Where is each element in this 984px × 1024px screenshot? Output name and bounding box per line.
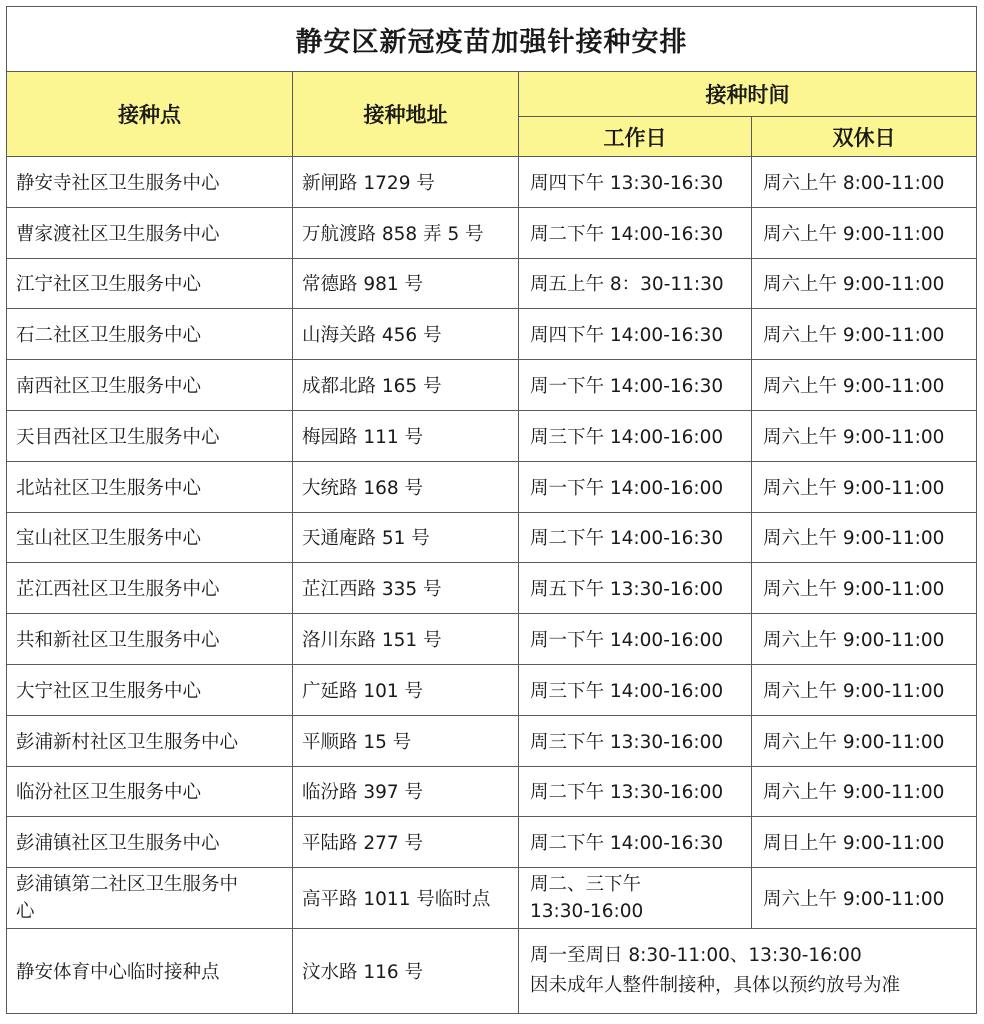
site-cell: 芷江西社区卫生服务中心 xyxy=(7,563,293,614)
header-time: 接种时间 xyxy=(519,72,977,117)
site-cell: 天目西社区卫生服务中心 xyxy=(7,410,293,461)
address-cell: 广延路 101 号 xyxy=(293,664,519,715)
weekday-time-cell xyxy=(519,868,752,929)
weekend-time-cell: 周六上午 9:00-11:00 xyxy=(752,461,977,512)
weekend-time-cell: 周六上午 9:00-11:00 xyxy=(752,664,977,715)
address-cell: 天通庵路 51 号 xyxy=(293,512,519,563)
site-cell: 石二社区卫生服务中心 xyxy=(7,309,293,360)
weekday-time-cell: 周二下午 13:30-16:00 xyxy=(519,766,752,817)
weekday-time-cell: 周三下午 14:00-16:00 xyxy=(519,664,752,715)
table-row xyxy=(7,360,977,411)
address-cell: 常德路 981 号 xyxy=(293,258,519,309)
address-cell: 大统路 168 号 xyxy=(293,461,519,512)
table-row xyxy=(7,207,977,258)
table-row xyxy=(7,664,977,715)
table-row xyxy=(7,929,977,1014)
weekend-time-cell: 周六上午 9:00-11:00 xyxy=(752,360,977,411)
weekday-time-cell: 周一下午 14:00-16:00 xyxy=(519,461,752,512)
weekend-time-cell: 周六上午 9:00-11:00 xyxy=(752,563,977,614)
weekend-time-cell: 周六上午 9:00-11:00 xyxy=(752,766,977,817)
table-row xyxy=(7,715,977,766)
combined-time-cell xyxy=(519,929,977,1014)
header-weekday: 工作日 xyxy=(519,117,752,157)
address-cell: 成都北路 165 号 xyxy=(293,360,519,411)
site-cell: 北站社区卫生服务中心 xyxy=(7,461,293,512)
table-row xyxy=(7,766,977,817)
address-cell: 芷江西路 335 号 xyxy=(293,563,519,614)
weekday-line: 周二、三下午 xyxy=(530,874,642,896)
weekend-time-cell: 周六上午 9:00-11:00 xyxy=(752,512,977,563)
address-cell: 平顺路 15 号 xyxy=(293,715,519,766)
weekday-time-cell: 周二下午 14:00-16:30 xyxy=(519,817,752,868)
weekend-time-cell: 周六上午 9:00-11:00 xyxy=(752,258,977,309)
weekend-time-cell: 周六上午 9:00-11:00 xyxy=(752,715,977,766)
time-line: 周一至周日 8:30-11:00、13:30-16:00 xyxy=(530,945,862,967)
table-row xyxy=(7,614,977,665)
site-cell: 共和新社区卫生服务中心 xyxy=(7,614,293,665)
table-row xyxy=(7,512,977,563)
time-note: 因未成年人整件制接种，具体以预约放号为准 xyxy=(530,975,901,997)
weekday-time-cell: 周二下午 14:00-16:30 xyxy=(519,207,752,258)
vaccination-schedule-sheet xyxy=(6,6,976,1016)
address-cell: 山海关路 456 号 xyxy=(293,309,519,360)
weekday-time-cell: 周四下午 14:00-16:30 xyxy=(519,309,752,360)
address-cell: 临汾路 397 号 xyxy=(293,766,519,817)
header-weekend: 双休日 xyxy=(752,117,977,157)
site-cell: 宝山社区卫生服务中心 xyxy=(7,512,293,563)
weekday-time-cell: 周二下午 14:00-16:30 xyxy=(519,512,752,563)
weekend-time-cell: 周六上午 8:00-11:00 xyxy=(752,157,977,208)
weekday-time-cell: 周三下午 14:00-16:00 xyxy=(519,410,752,461)
weekday-time-cell: 周五上午 8：30-11:30 xyxy=(519,258,752,309)
site-cell: 大宁社区卫生服务中心 xyxy=(7,664,293,715)
address-cell: 万航渡路 858 弄 5 号 xyxy=(293,207,519,258)
table-row xyxy=(7,258,977,309)
site-line: 心 xyxy=(16,901,35,923)
address-cell: 平陆路 277 号 xyxy=(293,817,519,868)
table-row xyxy=(7,309,977,360)
site-cell: 临汾社区卫生服务中心 xyxy=(7,766,293,817)
table-row xyxy=(7,410,977,461)
header-site: 接种点 xyxy=(7,72,293,157)
address-cell: 汶水路 116 号 xyxy=(293,929,519,1014)
weekday-time-cell: 周三下午 13:30-16:00 xyxy=(519,715,752,766)
table-row xyxy=(7,563,977,614)
table-title: 静安区新冠疫苗加强针接种安排 xyxy=(7,7,977,72)
table-row xyxy=(7,461,977,512)
site-cell: 彭浦镇社区卫生服务中心 xyxy=(7,817,293,868)
address-cell: 高平路 1011 号临时点 xyxy=(293,868,519,929)
site-cell: 静安体育中心临时接种点 xyxy=(7,929,293,1014)
header-address: 接种地址 xyxy=(293,72,519,157)
weekday-time-cell: 周一下午 14:00-16:00 xyxy=(519,614,752,665)
site-cell: 彭浦新村社区卫生服务中心 xyxy=(7,715,293,766)
weekend-time-cell: 周六上午 9:00-11:00 xyxy=(752,309,977,360)
address-cell: 梅园路 111 号 xyxy=(293,410,519,461)
site-cell: 南西社区卫生服务中心 xyxy=(7,360,293,411)
weekend-time-cell: 周六上午 9:00-11:00 xyxy=(752,614,977,665)
weekend-time-cell: 周六上午 9:00-11:00 xyxy=(752,410,977,461)
site-cell: 静安寺社区卫生服务中心 xyxy=(7,157,293,208)
table-row xyxy=(7,157,977,208)
site-line: 彭浦镇第二社区卫生服务中 xyxy=(16,874,239,896)
weekend-time-cell: 周六上午 9:00-11:00 xyxy=(752,868,977,929)
weekday-time-cell: 周五下午 13:30-16:00 xyxy=(519,563,752,614)
site-cell xyxy=(7,868,293,929)
table-row xyxy=(7,868,977,929)
weekend-time-cell: 周六上午 9:00-11:00 xyxy=(752,207,977,258)
weekday-time-cell: 周一下午 14:00-16:30 xyxy=(519,360,752,411)
table-row xyxy=(7,817,977,868)
weekday-line: 13:30-16:00 xyxy=(530,901,644,923)
address-cell: 新闸路 1729 号 xyxy=(293,157,519,208)
address-cell: 洛川东路 151 号 xyxy=(293,614,519,665)
schedule-table xyxy=(6,6,977,1014)
weekday-time-cell: 周四下午 13:30-16:30 xyxy=(519,157,752,208)
weekend-time-cell: 周日上午 9:00-11:00 xyxy=(752,817,977,868)
site-cell: 江宁社区卫生服务中心 xyxy=(7,258,293,309)
site-cell: 曹家渡社区卫生服务中心 xyxy=(7,207,293,258)
